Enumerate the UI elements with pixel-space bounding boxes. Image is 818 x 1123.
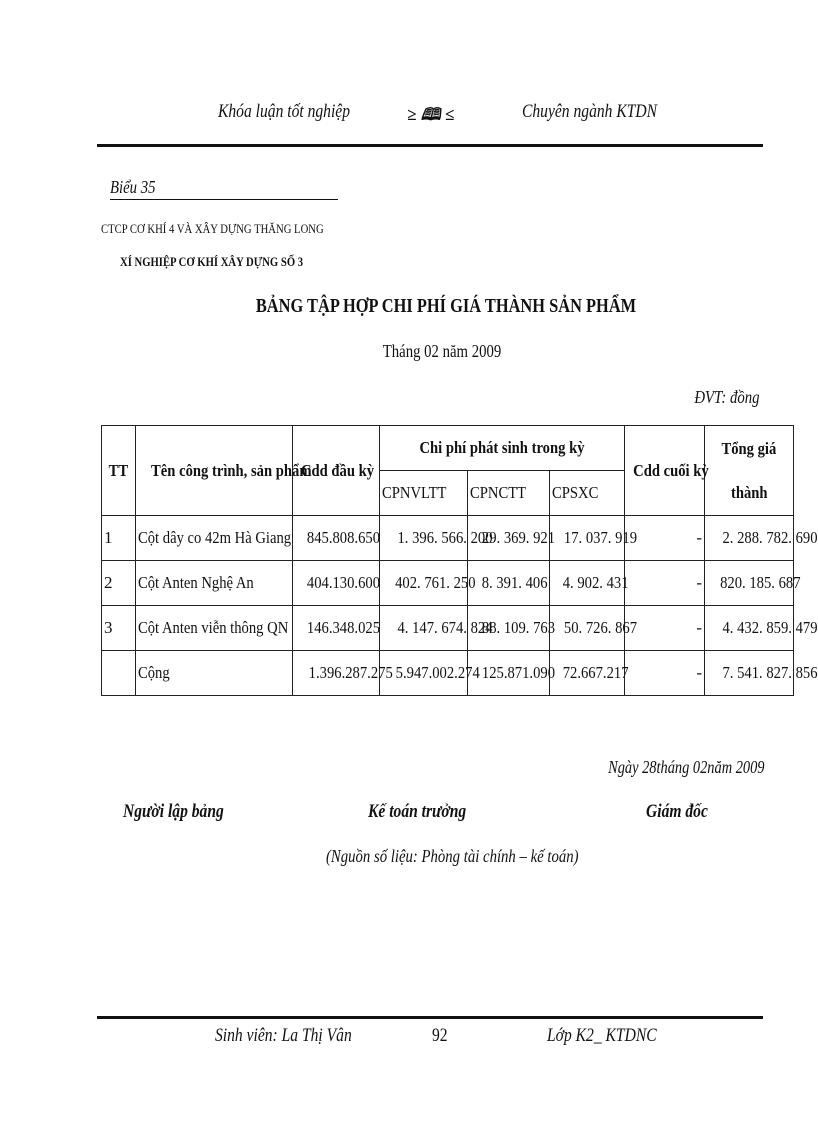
col-begin: Cdd đầu kỳ <box>293 426 380 516</box>
cell-nvl: 4. 147. 674. 824 <box>380 606 468 651</box>
header-left: Khóa luận tốt nghiệp <box>218 101 351 122</box>
header-ornament: ≥ 🕮 ≤ <box>407 105 455 124</box>
cell-name: Cộng <box>136 651 293 696</box>
page-title: BẢNG TẬP HỢP CHI PHÍ GIÁ THÀNH SẢN PHẨM <box>255 295 637 317</box>
form-label: Biểu 35 <box>110 177 156 197</box>
footer-student: Sinh viên: La Thị Vân <box>215 1025 352 1046</box>
col-name: Tên công trình, sản phẩm <box>136 426 293 516</box>
cell-name: Cột Anten viễn thông QN <box>136 606 293 651</box>
header-right: Chuyên ngành KTDN <box>522 101 658 122</box>
table-total-row <box>102 651 794 696</box>
header-rule <box>97 144 763 147</box>
col-nvl: CPNVLTT <box>380 471 468 516</box>
cell-begin: 1.396.287.275 <box>293 651 380 696</box>
cell-sxc: 4. 902. 431 <box>550 561 625 606</box>
cell-nvl: 402. 761. 250 <box>380 561 468 606</box>
cell-sxc: 17. 037. 919 <box>550 516 625 561</box>
col-total <box>705 426 794 516</box>
cell-name: Cột Anten Nghệ An <box>136 561 293 606</box>
cell-tt: 3 <box>102 606 136 651</box>
col-tt: TT <box>102 426 136 516</box>
cell-end: - <box>625 516 705 561</box>
signature-accountant: Kế toán trưởng <box>368 801 467 822</box>
cell-sxc: 72.667.217 <box>550 651 625 696</box>
table-row <box>102 561 794 606</box>
cost-table <box>101 425 818 696</box>
cell-begin: 845.808.650 <box>293 516 380 561</box>
cell-tt <box>102 651 136 696</box>
unit-label: ĐVT: đồng <box>694 387 760 407</box>
signature-preparer: Người lập bảng <box>123 801 224 822</box>
cell-nc: 29. 369. 921 <box>468 516 550 561</box>
company-name: CTCP CƠ KHÍ 4 VÀ XÂY DỰNG THĂNG LONG <box>101 221 324 236</box>
cell-nc: 125.871.090 <box>468 651 550 696</box>
table-row <box>102 606 794 651</box>
cell-total: 7. 541. 827. 856 <box>705 651 794 696</box>
col-end: Cdd cuối kỳ <box>625 426 705 516</box>
col-nc: CPNCTT <box>468 471 550 516</box>
division-name: XÍ NGHIỆP CƠ KHÍ XÂY DỰNG SỐ 3 <box>120 254 304 269</box>
col-total-l2: thành <box>730 482 768 502</box>
period: Tháng 02 năm 2009 <box>382 341 502 361</box>
date-line: Ngày 28tháng 02năm 2009 <box>607 757 764 777</box>
cell-total: 820. 185. 687 <box>705 561 794 606</box>
cell-end: - <box>625 651 705 696</box>
col-group: Chi phí phát sinh trong kỳ <box>380 426 625 471</box>
cell-sxc: 50. 726. 867 <box>550 606 625 651</box>
cell-nc: 8. 391. 406 <box>468 561 550 606</box>
form-label-underline <box>110 199 338 200</box>
table-row <box>102 516 794 561</box>
data-source: (Nguồn số liệu: Phòng tài chính – kế toán) <box>326 846 579 866</box>
cell-end: - <box>625 561 705 606</box>
cell-begin: 404.130.600 <box>293 561 380 606</box>
cell-name: Cột dây co 42m Hà Giang <box>136 516 293 561</box>
col-sxc: CPSXC <box>550 471 625 516</box>
cell-nc: 88. 109. 763 <box>468 606 550 651</box>
col-total-l1: Tổng giá <box>721 438 777 458</box>
cell-begin: 146.348.025 <box>293 606 380 651</box>
cell-nvl: 5.947.002.274 <box>380 651 468 696</box>
cell-nvl: 1. 396. 566. 200 <box>380 516 468 561</box>
footer-class: Lớp K2_ KTDNC <box>547 1025 657 1046</box>
cell-tt: 2 <box>102 561 136 606</box>
footer-rule <box>97 1016 763 1019</box>
page-number: 92 <box>432 1025 448 1046</box>
signature-director: Giám đốc <box>646 801 708 822</box>
cell-end: - <box>625 606 705 651</box>
cell-tt: 1 <box>102 516 136 561</box>
cell-total: 4. 432. 859. 479 <box>705 606 794 651</box>
cell-total: 2. 288. 782. 690 <box>705 516 794 561</box>
